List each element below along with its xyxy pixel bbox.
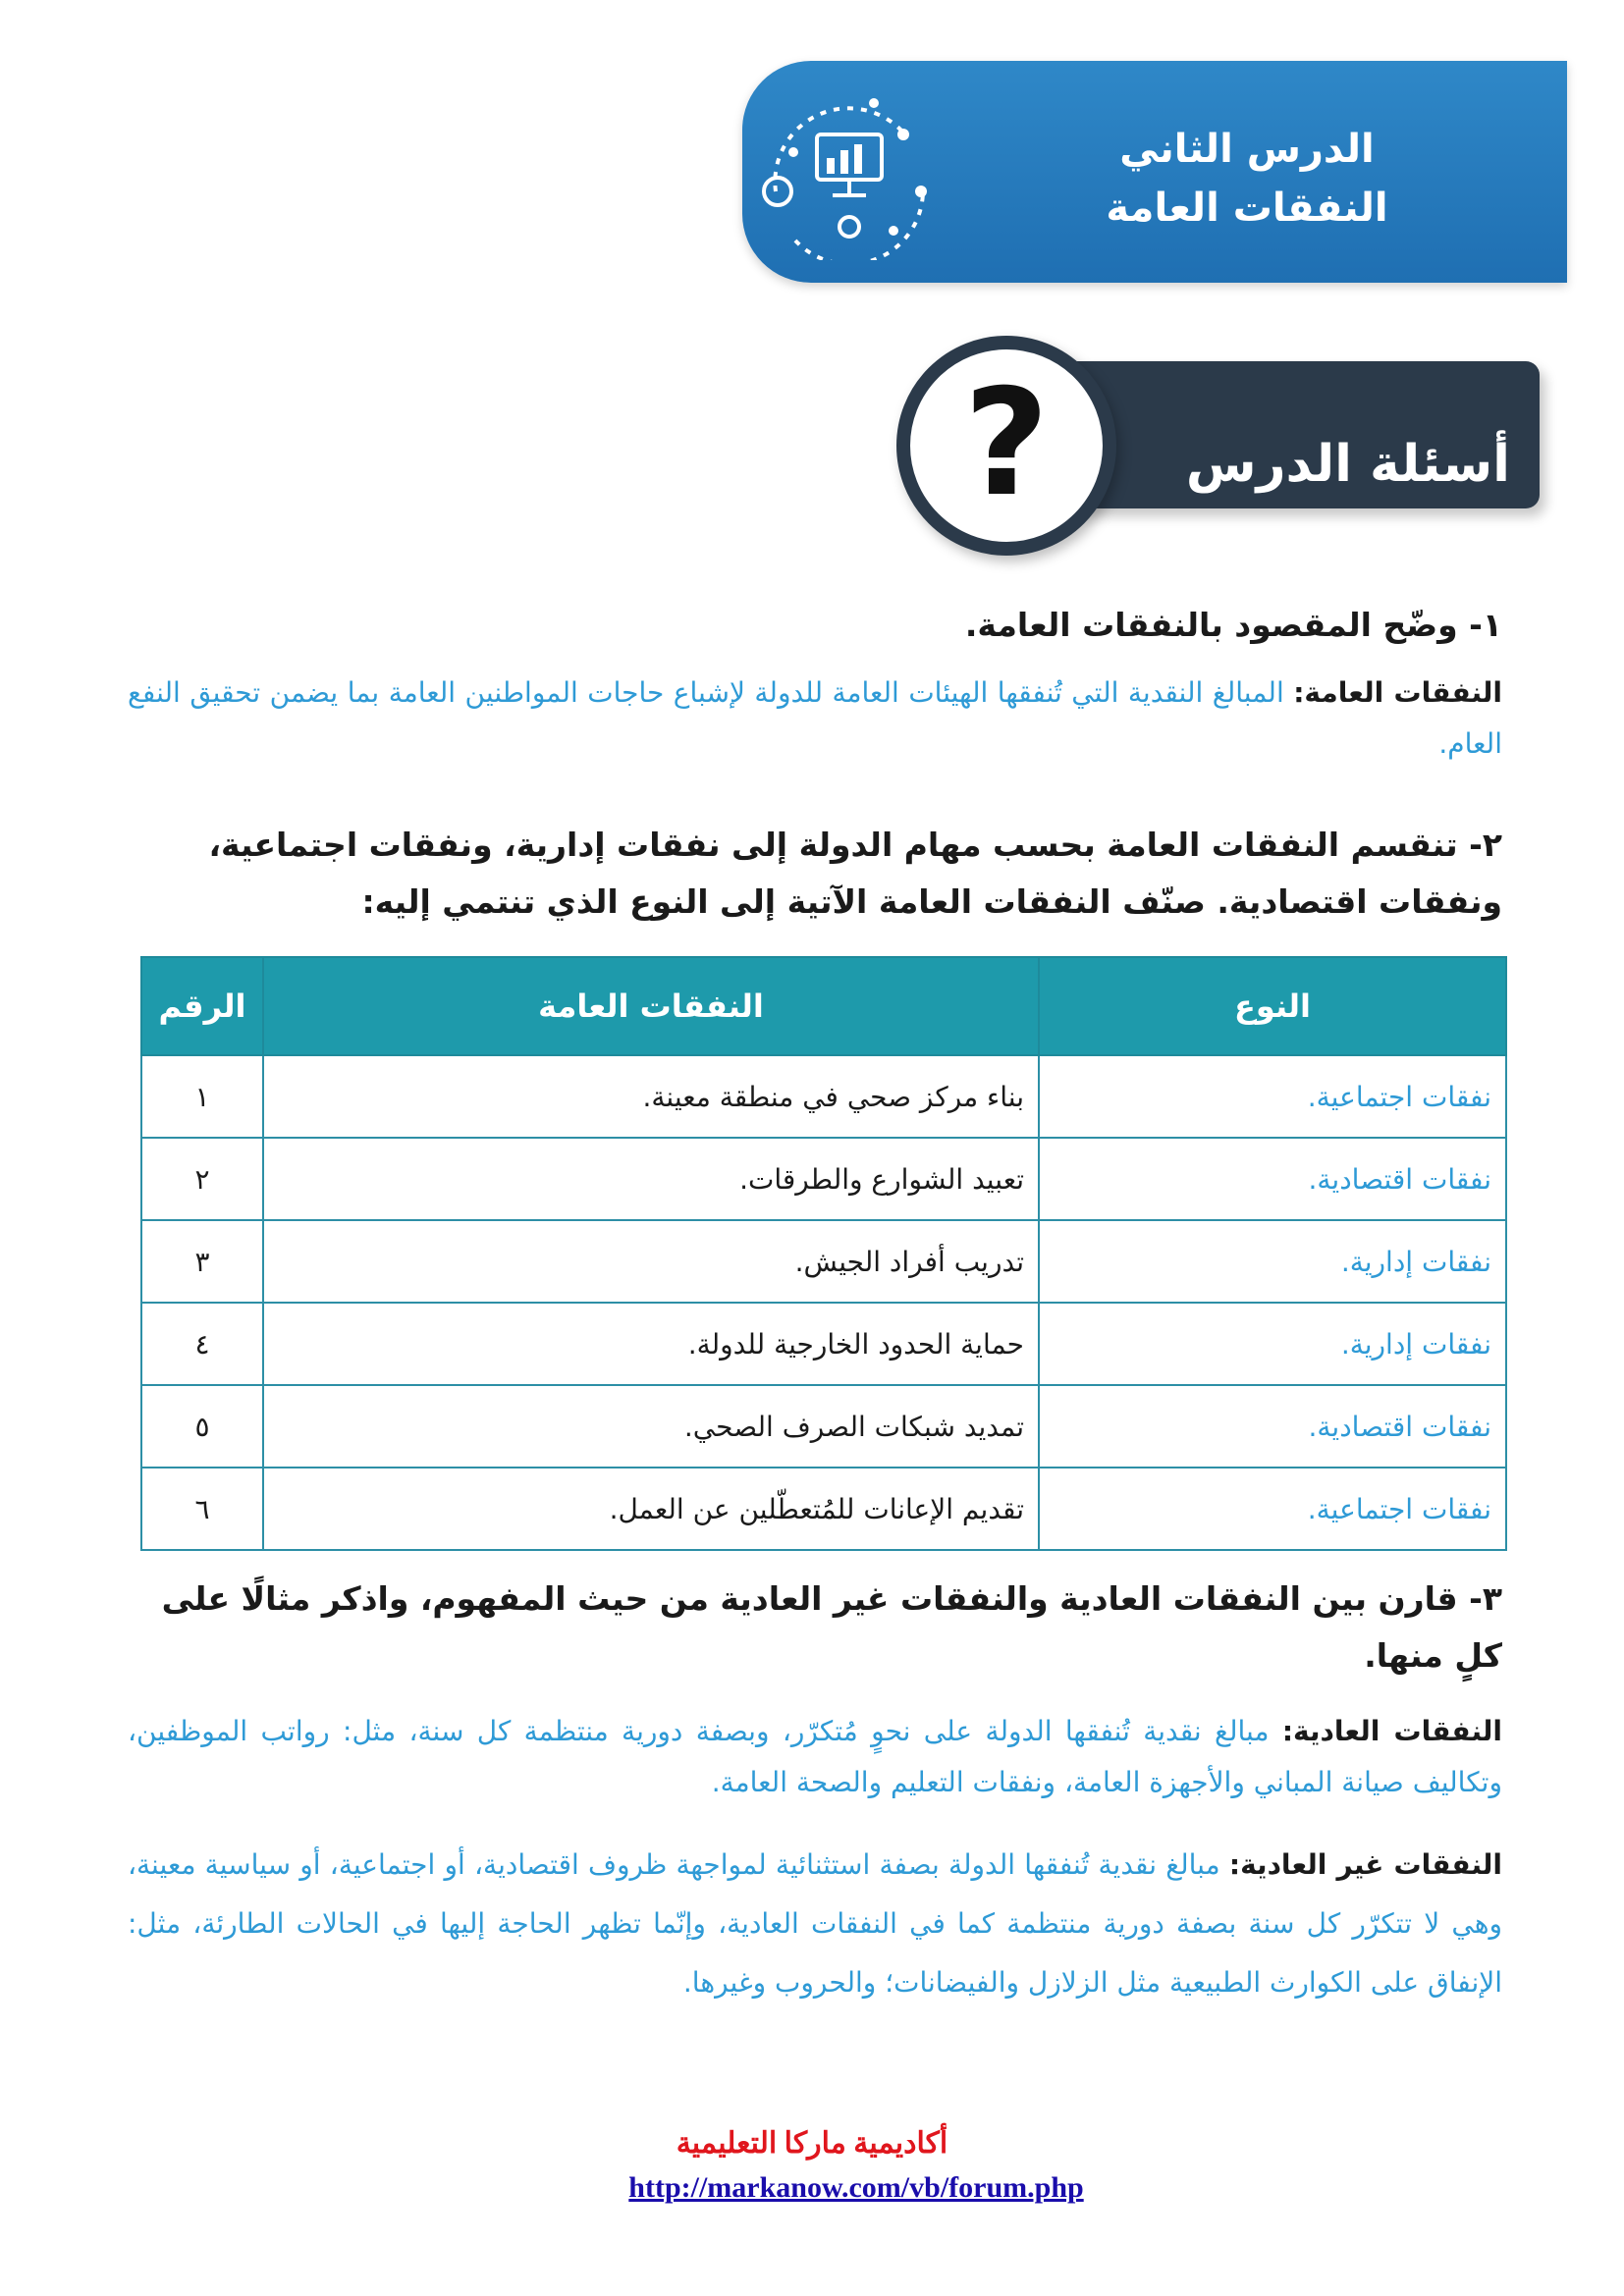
row-type: نفقات اجتماعية. <box>1039 1055 1506 1138</box>
row-type: نفقات إدارية. <box>1039 1220 1506 1303</box>
table-row <box>141 1468 1506 1550</box>
question-3: ٣- قارن بين النفقات العادية والنفقات غير العادية من حيث المفهوم، واذكر مثالًا على كلٍ منها. <box>161 1579 1502 1675</box>
row-number: ١ <box>141 1055 263 1138</box>
row-type: نفقات إدارية. <box>1039 1303 1506 1385</box>
answer-1 <box>128 667 1502 770</box>
row-number: ٢ <box>141 1138 263 1220</box>
lesson-topic: النفقات العامة <box>1106 186 1388 231</box>
row-type: نفقات اقتصادية. <box>1039 1138 1506 1220</box>
table-row <box>141 1138 1506 1220</box>
row-number: ٥ <box>141 1385 263 1468</box>
answer-3-regular-term: النفقات العادية: <box>1281 1715 1502 1747</box>
answer-3-regular <box>128 1706 1502 1808</box>
answer-3-irregular-term: النفقات غير العادية: <box>1228 1848 1502 1881</box>
row-type: نفقات اقتصادية. <box>1039 1385 1506 1468</box>
table-row <box>141 1220 1506 1303</box>
lesson-number: الدرس الثاني <box>1119 127 1375 172</box>
row-expense: حماية الحدود الخارجية للدولة. <box>263 1303 1039 1385</box>
row-expense: تمديد شبكات الصرف الصحي. <box>263 1385 1039 1468</box>
table-row <box>141 1303 1506 1385</box>
table-row <box>141 1385 1506 1468</box>
row-number: ٣ <box>141 1220 263 1303</box>
expenses-table <box>140 956 1507 1551</box>
row-expense: بناء مركز صحي في منطقة معينة. <box>263 1055 1039 1138</box>
answer-3-regular-text: مبالغ نقدية تُنفقها الدولة على نحوٍ مُتكرّر، وبصفة دورية منتظمة كل سنة، مثل: رواتب الموظفين، وتكاليف صيانة المباني والأجهزة العامة، ونفقات التعليم والصحة العامة. <box>128 1715 1502 1798</box>
question-mark-icon: ? <box>963 358 1050 529</box>
header-expense: النفقات العامة <box>263 957 1039 1055</box>
row-expense: تقديم الإعانات للمُتعطّلين عن العمل. <box>263 1468 1039 1550</box>
answer-3-irregular <box>128 1836 1502 2012</box>
row-expense: تعبيد الشوارع والطرقات. <box>263 1138 1039 1220</box>
row-number: ٤ <box>141 1303 263 1385</box>
answer-3-irregular-text: مبالغ نقدية تُنفقها الدولة بصفة استثنائية لمواجهة ظروف اقتصادية، أو اجتماعية، أو سياسية معينة، وهي لا تتكرّر كل سنة بصفة دورية منتظمة كما في النفقات العادية، وإنّما تظهر الحاجة إليها في الحالات الطارئة، مثل: الإنفاق على الكوارث الطبيعية مثل الزلازل والفيضانات؛ والحروب وغيرها. <box>128 1848 1502 1999</box>
row-number: ٦ <box>141 1468 263 1550</box>
row-expense: تدريب أفراد الجيش. <box>263 1220 1039 1303</box>
lesson-title <box>1090 120 1404 238</box>
question-1: ١- وضّح المقصود بالنفقات العامة. <box>964 606 1502 644</box>
header-type: النوع <box>1039 957 1506 1055</box>
section-badge <box>889 330 1551 548</box>
answer-1-text: المبالغ النقدية التي تُنفقها الهيئات العامة للدولة لإشباع حاجات المواطنين العامة بما يضمن تحقيق النفع العام. <box>128 676 1502 760</box>
answer-1-term: النفقات العامة: <box>1293 676 1503 709</box>
section-title: أسئلة الدرس <box>1185 435 1510 494</box>
table-row <box>141 1055 1506 1138</box>
row-type: نفقات اجتماعية. <box>1039 1468 1506 1550</box>
table-header-row <box>141 957 1506 1055</box>
header-number: الرقم <box>141 957 263 1055</box>
question-2: ٢- تنقسم النفقات العامة بحسب مهام الدولة إلى نفقات إدارية، ونفقات اجتماعية، ونفقات اقتصادية. صنّف النفقات العامة الآتية إلى النوع الذي تنتمي إليه: <box>208 826 1502 921</box>
footer-forum-link[interactable]: http://markanow.com/vb/forum.php <box>628 2171 1084 2204</box>
section-badge-bar <box>1051 361 1540 508</box>
footer-academy-name: أكاديمية ماركا التعليمية <box>676 2127 948 2160</box>
economy-presentation-icon <box>756 93 943 260</box>
